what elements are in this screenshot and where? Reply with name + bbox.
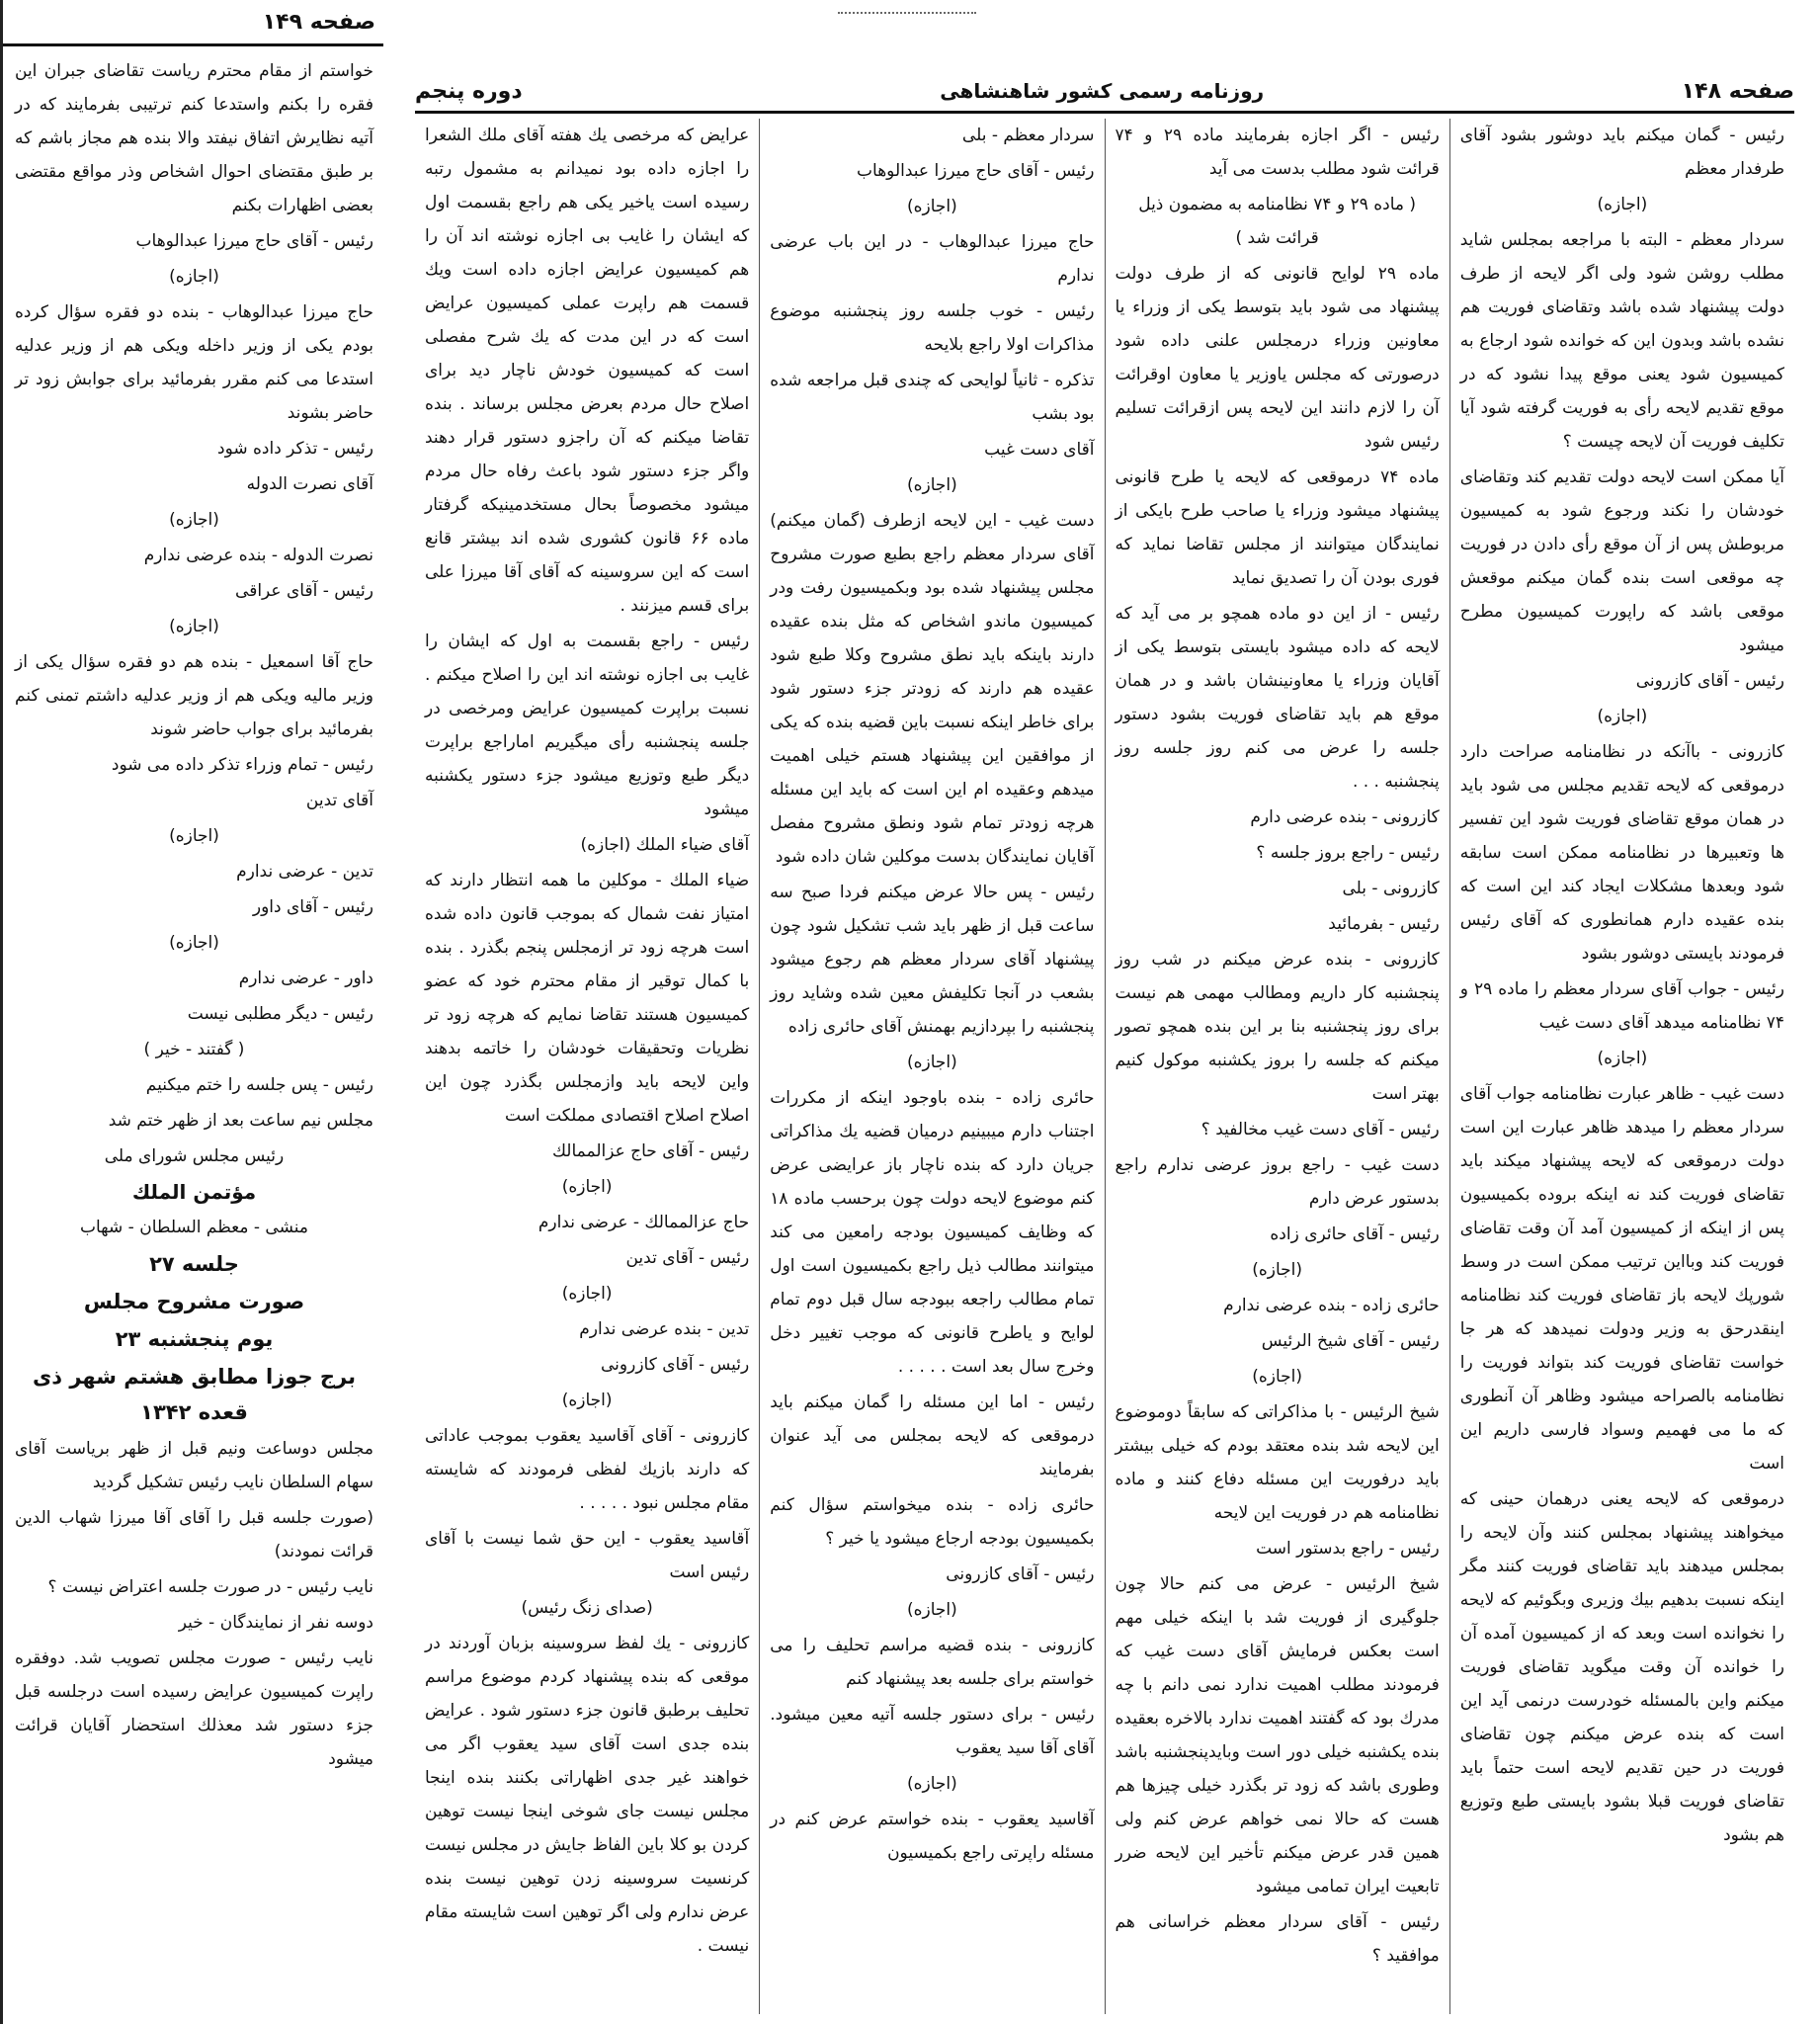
left-paragraph: برج جوزا مطابق هشتم شهر ذی قعده ۱۳۴۲	[33, 1365, 356, 1424]
paragraph: کازرونی - آقای آقاسید یعقوب بموجب عاداتی که دارند بازیك لفظی فرمودند که شایسته مقام مجلس نبود . . . . .	[425, 1426, 750, 1513]
left-paragraph: دوسه نفر از نمایندگان - خیر	[178, 1613, 373, 1633]
text-columns	[415, 119, 1794, 2014]
paragraph: (اجازه)	[906, 197, 957, 216]
paragraph: رئیس - آقای حائری زاده	[1270, 1224, 1440, 1244]
paragraph: رئیس - جواب آقای سردار معظم را ماده ۲۹ و ۷۴ نظامنامه میدهد آقای دست غیب	[1459, 979, 1784, 1033]
left-paragraph: آقای تدین	[305, 791, 373, 810]
left-paragraph: تدین - عرضی ندارم	[236, 862, 373, 882]
paragraph: حائری زاده - بنده باوجود اینکه از مکررات اجتناب دارم میبینیم درمیان قضیه یك مذاکراتی جریان دارد که بنده ناچار باز عرایضی عرض کنم موضوع لایحه دولت چون برحسب ماده ۱۸ که وظایف کمیسیون بودجه رامعین می کند میتوانند مطالب ذیل راجع بکمیسیون است اول تمام مطالب راجعه ببودجه سال قبل دوم تمام لوایح و یاطرح قانونی که موجب تغییر دخل وخرج سال بعد است . . . . .	[770, 1088, 1095, 1377]
left-paragraph: رئیس - پس جلسه را ختم میکنیم	[145, 1075, 373, 1095]
left-paragraph: منشی - معظم السلطان - شهاب	[80, 1218, 308, 1237]
paragraph: رئیس - خوب جلسه روز پنجشنبه موضوع مذاکرات اولا راجع بلایحه	[770, 301, 1095, 355]
paragraph: حاج میرزا عبدالوهاب - در این باب عرضی ندارم	[770, 232, 1095, 286]
left-paragraph: جلسه ۲۷	[149, 1252, 239, 1276]
left-paragraph: (اجازه)	[169, 617, 219, 636]
left-page-number: صفحه ۱۴۹	[262, 9, 375, 35]
left-paragraph: مجلس نیم ساعت بعد از ظهر ختم شد	[108, 1111, 373, 1131]
paragraph: دست غیب - این لایحه ازطرف (گمان میکنم) آقای سردار معظم راجع بطبع صورت مشروح مجلس پیشنهاد شده بود وبکمیسیون رفت ودر کمیسیون ماندو اشخاص که مثل بنده عقیده دارند باینکه باید نطق مشروح وکلا طبع شود عقیده هم دارند که زودتر جزء دستور شود برای خاطر اینکه نسبت باین قضیه بنده که یکی از موافقین این پیشنهاد هستم خیلی اهمیت میدهم وعقیده ام این است که باید این مسئله هرچه زودتر تمام شود ونطق مشروح مفصل آقایان نمایندگان بدست موکلین شان داده شود	[770, 511, 1095, 867]
paragraph: حائری زاده - بنده میخواستم سؤال کنم بکمیسیون بودجه ارجاع میشود یا خیر ؟	[770, 1495, 1095, 1549]
left-paragraph: صورت مشروح مجلس	[83, 1290, 305, 1313]
paragraph: آقاسید یعقوب - بنده خواستم عرض کنم در مسئله راپرتی راجع بکمیسیون	[770, 1810, 1095, 1863]
left-page-149	[0, 0, 383, 2024]
page-number: صفحه ۱۴۸	[1681, 78, 1794, 104]
paragraph: سردار معظم - بلی	[961, 126, 1095, 145]
paragraph: رئیس - راجع بروز جلسه ؟	[1256, 843, 1440, 863]
column-3	[760, 119, 1105, 2014]
paragraph: ماده ۷۴ درموقعی که لایحه یا طرح قانونی پیشنهاد میشود وزراء یا صاحب طرح بایکی از نمایندگان میتوانند از مجلس تقاضا نماید که فوری بودن آن را تصدیق نماید	[1115, 467, 1440, 588]
paragraph: ضیاء الملك - موکلین ما همه انتظار دارند که امتیاز نفت شمال که بموجب قانون داده شده است هرچه زود تر ازمجلس پنجم بگذرد . بنده با کمال توقیر از مقام محترم خود که عضو کمیسیون هستند تقاضا نمایم که هرچه زود تر نظریات وتحقیقات خودشان را خاتمه بدهند واین لایحه باید وازمجلس بگذرد چون این اصلاح اصلاح اقتصادی مملکت است	[425, 871, 750, 1126]
paragraph: کازرونی - بنده قضیه مراسم تحلیف را می خواستم برای جلسه بعد پیشنهاد کنم	[770, 1636, 1095, 1689]
left-page-header	[3, 0, 383, 46]
paragraph: رئیس - آقای سردار معظم خراسانی هم موافقید ؟	[1115, 1912, 1440, 1966]
paragraph: (اجازه)	[906, 475, 957, 495]
left-paragraph: رئیس مجلس شورای ملی	[104, 1146, 285, 1166]
paragraph: رئیس - از این دو ماده همچو بر می آید که لایحه که داده میشود بایستی بتوسط یکی از آقایان وزراء یا معاونینشان باشد و در همان موقع هم باید تقاضای فوریت بشود دستور جلسه را عرض می کنم روز جلسه روز پنجشنبه . . .	[1115, 604, 1440, 792]
column-4	[415, 119, 760, 2014]
paragraph: درموقعی که لایحه یعنی درهمان حینی که میخواهند پیشنهاد بمجلس کنند وآن لایحه را بمجلس میدهند باید تقاضای فوریت کنند مگر اینکه نسبت بدهیم بیك وزیری وبگوئیم که لایحه را نخوانده است وبعد که از کمیسیون آمده آن را خوانده آن وقت میگوید تقاضای فوریت میکنم واین بالمسئله خودرست درنمی آید این است که بنده عرض میکنم چون تقاضای فوریت در حین تقدیم لایحه است حتماً باید تقاضای فوریت قبلا بشود بایستی طبع وتوزیع هم بشود	[1459, 1489, 1784, 1845]
paragraph: آقای ضیاء الملك (اجازه)	[580, 835, 750, 855]
paragraph: (اجازه)	[906, 1053, 957, 1072]
paragraph: رئیس - آقای حاج میرزا عبدالوهاب	[857, 161, 1095, 181]
paragraph: (اجازه)	[1597, 195, 1648, 214]
left-paragraph: رئیس - تمام وزراء تذکر داده می شود	[111, 755, 373, 775]
paragraph: رئیس - آقای کازرونی	[946, 1564, 1095, 1584]
paragraph: کازرونی - بلی	[1342, 879, 1440, 898]
paragraph: رئیس - آقای حاج عزالممالك	[551, 1141, 750, 1161]
newspaper-title: روزنامه رسمی کشور شاهنشاهی	[940, 79, 1265, 103]
left-paragraph: رئیس - آقای عراقی	[235, 581, 373, 601]
paragraph: رئیس - بفرمائید	[1328, 914, 1440, 934]
paragraph: رئیس - آقای شیخ الرئیس	[1261, 1331, 1440, 1351]
left-paragraph: آقای نصرت الدوله	[246, 474, 373, 494]
paragraph: (اجازه)	[906, 1774, 957, 1794]
period-label: دوره پنجم	[415, 78, 523, 104]
paragraph: تدین - بنده عرضی ندارم	[579, 1319, 750, 1339]
paragraph: (اجازه)	[906, 1600, 957, 1620]
paragraph: رئیس - گمان میکنم باید دوشور بشود آقای طرفدار معظم	[1459, 126, 1784, 179]
left-paragraph: رئیس - دیگر مطلبی نیست	[187, 1004, 373, 1024]
paragraph: رئیس - اما این مسئله را گمان میکنم باید درموقعی که لایحه بمجلس می آید عنوان بفرمایند	[770, 1392, 1095, 1479]
left-paragraph: (اجازه)	[169, 826, 219, 846]
paragraph: تذکره - ثانیاً لوایحی که چندی قبل مراجعه شده بود بشب	[770, 371, 1095, 424]
paragraph: کازرونی - باآنکه در نظامنامه صراحت دارد درموقعی که لایحه تقدیم مجلس می شود باید در همان موقع تقاضای فوریت شود این تفسیر ها وتعبیرها در نظامنامه ممکن است سابقه شود وبعدها مشکلات ایجاد کند این است که بنده عقیده دارم همانطوری که آقای رئیس فرمودند بایستی دوشور بشود	[1459, 742, 1784, 964]
paragraph: (اجازه)	[1597, 1049, 1648, 1068]
left-paragraph: ( گفتند - خیر )	[143, 1040, 245, 1059]
paragraph: رئیس - آقای تدین	[625, 1248, 750, 1268]
paragraph: رئیس - راجع بدستور است	[1256, 1539, 1440, 1559]
left-paragraph: رئیس - آقای داور	[252, 897, 373, 917]
paragraph: دست غیب - ظاهر عبارت نظامنامه جواب آقای سردار معظم را میدهد ظاهر عبارت این است دولت درموقعی که لایحه پیشنهاد میکند باید تقاضای فوریت کند نه اینکه بروده بکمیسیون پس از اینکه از کمیسیون آمد آن وقت تقاضای فوریت کند وبااین ترتیب ممکن است در وسط شورپك لایحه باز تقاضای فوریت کند نظامنامه اینقدرحق به وزیر ودولت نمیدهد که هر جا خواست تقاضای فوریت کند بتواند فوریت را نظامنامه بالصراحه میشود وظاهر آن آنطوری که ما می فهمیم وسواد فارسی داریم این است	[1459, 1084, 1784, 1474]
paragraph: رئیس - آقای کازرونی	[601, 1355, 750, 1375]
paragraph: سردار معظم - البته با مراجعه بمجلس شاید مطلب روشن شود ولی اگر لایحه از طرف دولت پیشنهاد شده باشد وتقاضای فوریت هم نشده باشد وبدون این که خوانده شود ارجاع به کمیسیون شود یعنی موقع پیدا نشود که در موقع تقدیم لایحه رأی به فوریت گرفته شود آیا تکلیف فوریت آن لایحه چیست ؟	[1459, 230, 1784, 452]
left-paragraph: (اجازه)	[169, 933, 219, 953]
paragraph: آقای دست غیب	[984, 440, 1095, 460]
left-paragraph: مجلس دوساعت ونیم قبل از ظهر بریاست آقای سهام السلطان نایب رئیس تشکیل گردید	[15, 1439, 373, 1492]
left-page-body	[3, 46, 383, 1776]
left-paragraph: (اجازه)	[169, 267, 219, 287]
left-paragraph: نایب رئیس - در صورت جلسه اعتراض نیست ؟	[47, 1577, 373, 1597]
paragraph: دست غیب - راجع بروز عرضی ندارم راجع بدستور عرض دارم	[1115, 1155, 1440, 1209]
paragraph: رئیس - پس حالا عرض میکنم فردا صبح سه ساعت قبل از ظهر باید شب تشکیل شود چون پیشنهاد آقای سردار معظم هم رجوع میشود بشعب در آنجا تکلیفش معین شده وشاید روز پنجشنبه را بپردازیم بهمنش آقای حائری زاده	[770, 883, 1095, 1037]
paragraph: عرایض که مرخصی یك هفته آقای ملك الشعرا را اجازه داده بود نمیدانم به مشمول رتبه رسیده است یاخیر یکی هم راجع بقسمت اول که ایشان را غایب بی اجازه نوشته اند آن را هم کمیسیون عرایض اجازه داده است ویك قسمت هم راپرت عملی کمیسیون عرایض است که در این مدت که یك شرح مفصلی است که کمیسیون خودش ناچار دید برای اصلاح حال مردم بعرض مجلس برساند . بنده تقاضا میکنم که آن راجزو دستور قرار دهند واگر جزء دستور شود باعث رفاه حال مردم میشود مخصوصاً بحال مستخدمینیکه گرفتار ماده ۶۶ قانون کشوری شده اند بیشتر قانع است که این سروسینه که آقای آقا میرزا علی برای قسم میزنند .	[425, 126, 750, 616]
paragraph: رئیس - آقای دست غیب مخالفید ؟	[1200, 1120, 1440, 1139]
paragraph: (اجازه)	[1252, 1367, 1303, 1387]
paragraph: رئیس - راجع بقسمت به اول که ایشان را غایب بی اجازه نوشته اند این را اصلاح میکنم . نسبت براپرت کمیسیون عرایض ومرخصی در جلسه پنجشنبه رأی میگیریم اماراجع براپرت دیگر طبع وتوزیع میشود جزء دستور یکشنبه میشود	[425, 632, 750, 819]
left-paragraph: یوم پنجشنبه ۲۳	[115, 1327, 274, 1351]
paragraph: (اجازه)	[561, 1284, 613, 1304]
paragraph: کازرونی - بنده عرضی دارم	[1250, 807, 1440, 827]
left-paragraph: حاج میرزا عبدالوهاب - بنده دو فقره سؤال کرده بودم یکی از وزیر داخله ویکی هم از وزیر عدلیه استدعا می کنم مقرر بفرمائید برای جوابش زود تر حاضر بشوند	[15, 302, 373, 423]
left-paragraph: مؤتمن الملك	[131, 1180, 257, 1204]
left-paragraph: نایب رئیس - صورت مجلس تصویب شد. دوفقره راپرت کمیسیون عرایض رسیده است درجلسه قبل جزء دستور شد معذلك استحضار آقایان قرائت میشود	[15, 1648, 373, 1769]
column-2	[1106, 119, 1450, 2014]
left-paragraph: خواستم از مقام محترم ریاست تقاضای جبران این فقره را بکنم واستدعا کنم ترتیبی بفرمایند که در آتیه نظایرش اتفاق نیفتد والا بنده هم مجاز باشم که بر طبق مقتضای احوال اشخاص وذر مواقع مقتضی بعضی اظهارات بکنم	[15, 61, 373, 215]
page-header	[415, 71, 1794, 114]
left-paragraph: نصرت الدوله - بنده عرضی ندارم	[143, 546, 373, 565]
paragraph: آیا ممکن است لایحه دولت تقدیم کند وتقاضای خودشان را نکند ورجوع شود به کمیسیون مربوطش پس از آن موقع رأی دادن در فوریت چه موقعی است بنده گمان میکنم موقعش موقعی باشد که راپورت کمیسیون مطرح میشود	[1459, 467, 1784, 655]
paragraph: (اجازه)	[1597, 707, 1648, 726]
paragraph: رئیس - اگر اجازه بفرمایند ماده ۲۹ و ۷۴ قرائت شود مطلب بدست می آید	[1115, 126, 1440, 179]
paragraph: کازرونی - بنده عرض میکنم در شب روز پنجشنبه کار داریم ومطالب مهمی هم نیست برای روز پنجشنبه بنا بر این بنده همچو تصور میکنم که جلسه را بروز یکشنبه موکول کنیم بهتر است	[1115, 950, 1440, 1104]
paragraph: شیخ الرئیس - عرض می کنم حالا چون جلوگیری از فوریت شد با اینکه خیلی مهم است بعکس فرمایش آقای دست غیب که فرمودند مطلب اهمیت ندارد نمی دانم با چه مدرك بود که گفتند اهمیت ندارد بالاخره بعقیده بنده یکشنبه خیلی دور است وبایدپنجشنبه باشد وطوری باشد که زود تر بگذرد خیلی چیزها هم هست که حالا نمی خواهم عرض کنم ولی همین قدر عرض میکنم تأخیر این لایحه ضرر تابعیت ایران تمامی میشود	[1115, 1574, 1440, 1897]
paragraph: حاج عزالممالك - عرضی ندارم	[538, 1213, 750, 1232]
paragraph: رئیس - آقای کازرونی	[1635, 671, 1784, 691]
paragraph: حائری زاده - بنده عرضی ندارم	[1223, 1296, 1440, 1315]
paragraph: ( ماده ۲۹ و ۷۴ نظامنامه به مضمون ذیل قرائت شد )	[1138, 195, 1417, 248]
top-dotted-rule	[838, 12, 976, 14]
main-page-148	[393, 0, 1816, 2024]
paragraph: کازرونی - یك لفظ سروسینه بزبان آوردند در موقعی که بنده پیشنهاد کردم موضوع مراسم تحلیف برطبق قانون جزء دستور شود . عرایض بنده جدی است آقای سید یعقوب اگر می خواهند غیر جدی اظهاراتی بکنند بنده اینجا مجلس نیست جای شوخی اینجا نیست توهین کردن بو کلا باین الفاظ جایش در مجلس نیست کرنسیت سروسینه زدن توهین نیست بنده عرض ندارم ولی اگر توهین است شایسته مقام نیست .	[425, 1634, 750, 1956]
column-1	[1450, 119, 1794, 2014]
paragraph: شیخ الرئیس - با مذاکراتی که سابقاً دوموضوع این لایحه شد بنده معتقد بودم که خیلی بیشتر باید درفوریت این مسئله دفاع کنند و ماده نظامنامه هم در فوریت این لایحه	[1115, 1402, 1440, 1523]
left-paragraph: رئیس - آقای حاج میرزا عبدالوهاب	[135, 231, 373, 251]
paragraph: (صدای زنگ رئیس)	[521, 1598, 653, 1618]
left-paragraph: حاج آقا اسمعیل - بنده هم دو فقره سؤال یکی از وزیر مالیه ویکی هم از وزیر عدلیه داشتم تمنی کنم بفرمائید برای جواب حاضر شوند	[15, 652, 373, 739]
left-paragraph: (اجازه)	[169, 510, 219, 530]
paragraph: (اجازه)	[1252, 1260, 1303, 1280]
paragraph: (اجازه)	[561, 1177, 613, 1197]
paragraph: رئیس - برای دستور جلسه آتیه معین میشود. آقای آقا سید یعقوب	[770, 1705, 1095, 1758]
paragraph: آقاسید یعقوب - این حق شما نیست با آقای رئیس است	[425, 1529, 750, 1582]
paragraph: (اجازه)	[561, 1391, 613, 1410]
left-paragraph: داور - عرضی ندارم	[238, 969, 373, 988]
paragraph: ماده ۲۹ لوایح قانونی که از طرف دولت پیشنهاد می شود باید بتوسط یکی از وزراء یا معاونین وزراء درمجلس علنی داده شود درصورتی که مجلس یاوزیر یا معاون اوقرائت آن را لازم دانند این لایحه پس ازقرائت تسلیم رئیس شود	[1115, 264, 1440, 452]
left-paragraph: (صورت جلسه قبل را آقای آقا میرزا شهاب الدین قرائت نمودند)	[15, 1508, 373, 1561]
left-paragraph: رئیس - تذکر داده شود	[217, 439, 373, 459]
